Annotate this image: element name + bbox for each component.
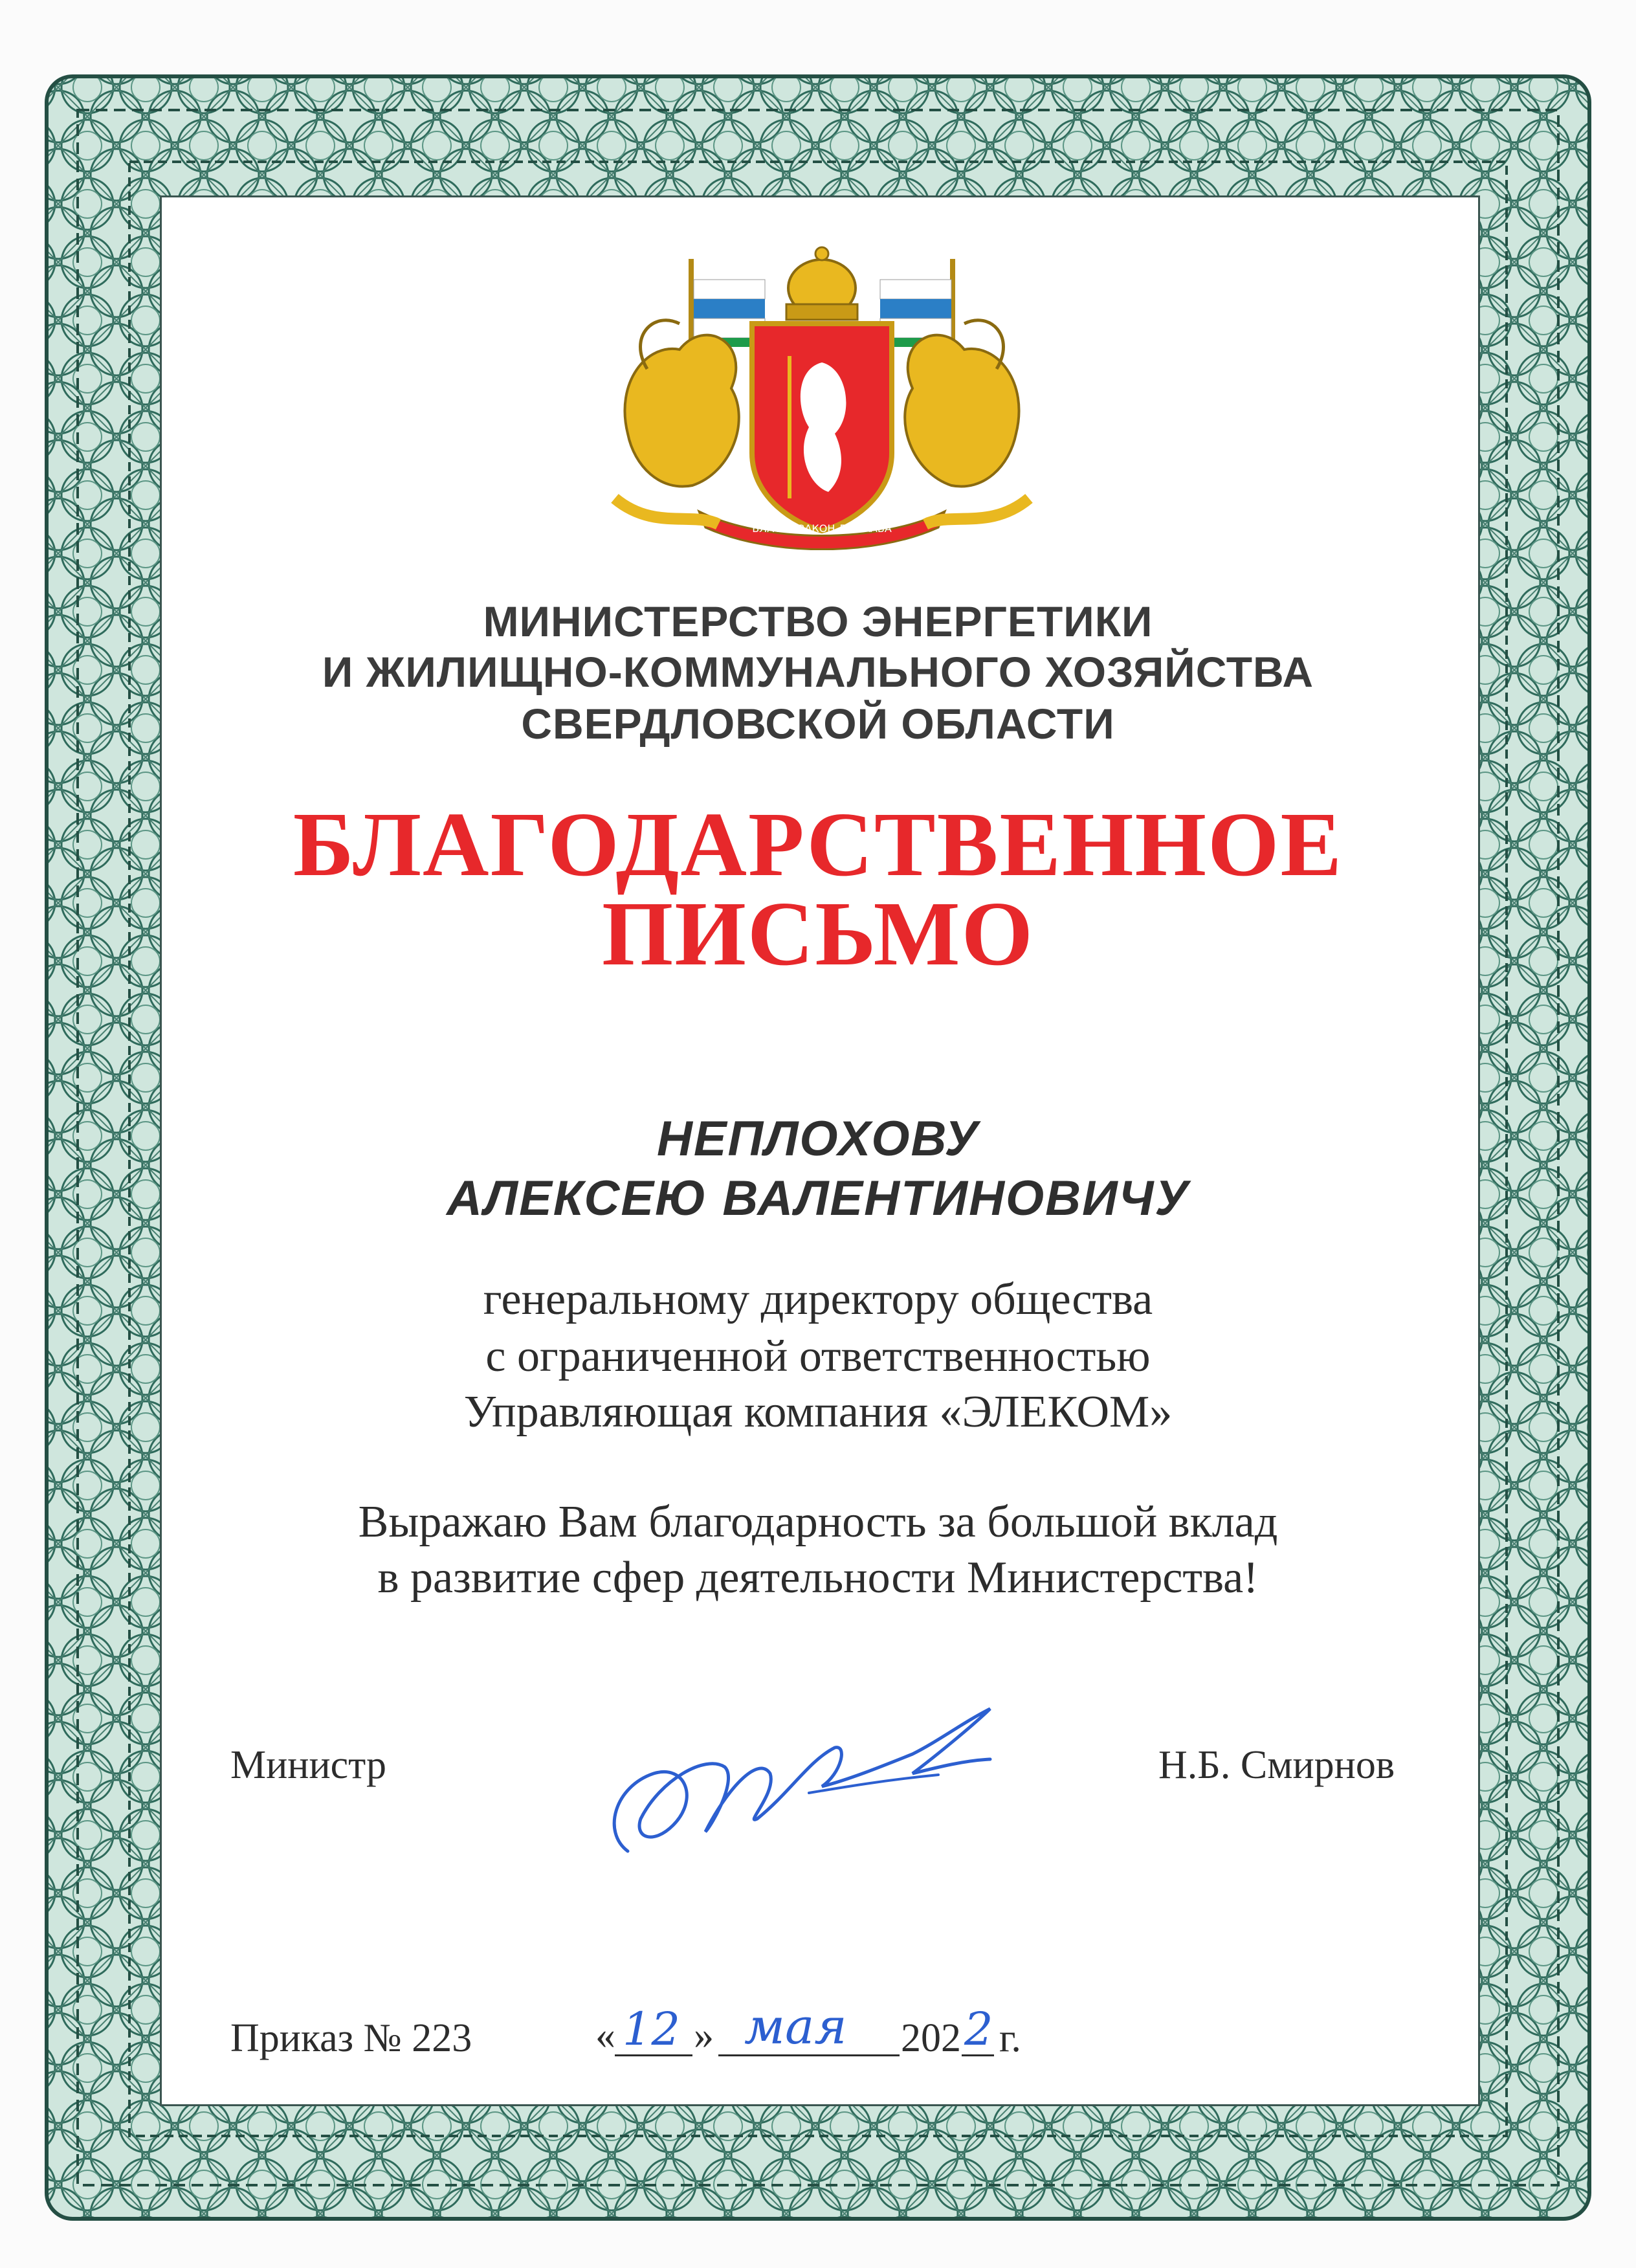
- recipient-position-line1: генеральному директору общества: [483, 1274, 1153, 1324]
- handwritten-signature: [576, 1696, 1016, 1877]
- date-year-digit: 2: [964, 2003, 993, 2056]
- letter-title-line1: БЛАГОДАРСТВЕННОЕ: [293, 793, 1343, 895]
- signatory-role: Министр: [230, 1743, 387, 1787]
- ribbon-motto: ВЛАСТЬ ЗАКОН ДЕРЖАВА: [752, 522, 892, 535]
- coat-of-arms-emblem: [602, 239, 1042, 550]
- message-line2: в развитие сфер деятельности Министерства!: [377, 1553, 1259, 1603]
- letter-title-line2: ПИСЬМО: [601, 882, 1035, 984]
- ministry-name-line3: СВЕРДЛОВСКОЙ ОБЛАСТИ: [521, 700, 1115, 748]
- griffin-right-icon: [905, 320, 1019, 487]
- recipient-given-name: АЛЕКСЕЮ ВАЛЕНТИНОВИЧУ: [447, 1171, 1189, 1226]
- crown-icon: [786, 247, 857, 320]
- date-year-underline: [962, 2054, 994, 2056]
- recipient-position-line3: Управляющая компания «ЭЛЕКОМ»: [463, 1387, 1173, 1437]
- order-number: Приказ № 223: [230, 2016, 472, 2060]
- ministry-name-line2: И ЖИЛИЩНО-КОММУНАЛЬНОГО ХОЗЯЙСТВА: [322, 648, 1314, 696]
- recipient-position-line2: с ограниченной ответственностью: [485, 1331, 1151, 1381]
- date-quote-open: «: [595, 2014, 615, 2058]
- date-year-prefix: 202: [901, 2016, 961, 2060]
- recipient-surname: НЕПЛОХОВУ: [656, 1111, 980, 1166]
- signatory-name: Н.Б. Смирнов: [1158, 1743, 1395, 1787]
- date-day-underline: [615, 2054, 692, 2056]
- date-day: 12: [623, 2003, 681, 2056]
- message-line1: Выражаю Вам благодарность за большой вклад: [358, 1497, 1278, 1547]
- griffin-left-icon: [625, 320, 738, 487]
- date-month-underline: [718, 2054, 900, 2056]
- shield-icon: [752, 324, 892, 531]
- date-quote-close: »: [694, 2014, 714, 2058]
- date-month: мая: [744, 1997, 847, 2055]
- ministry-name-line1: МИНИСТЕРСТВО ЭНЕРГЕТИКИ: [483, 597, 1153, 645]
- date-year-suffix: г.: [999, 2016, 1021, 2060]
